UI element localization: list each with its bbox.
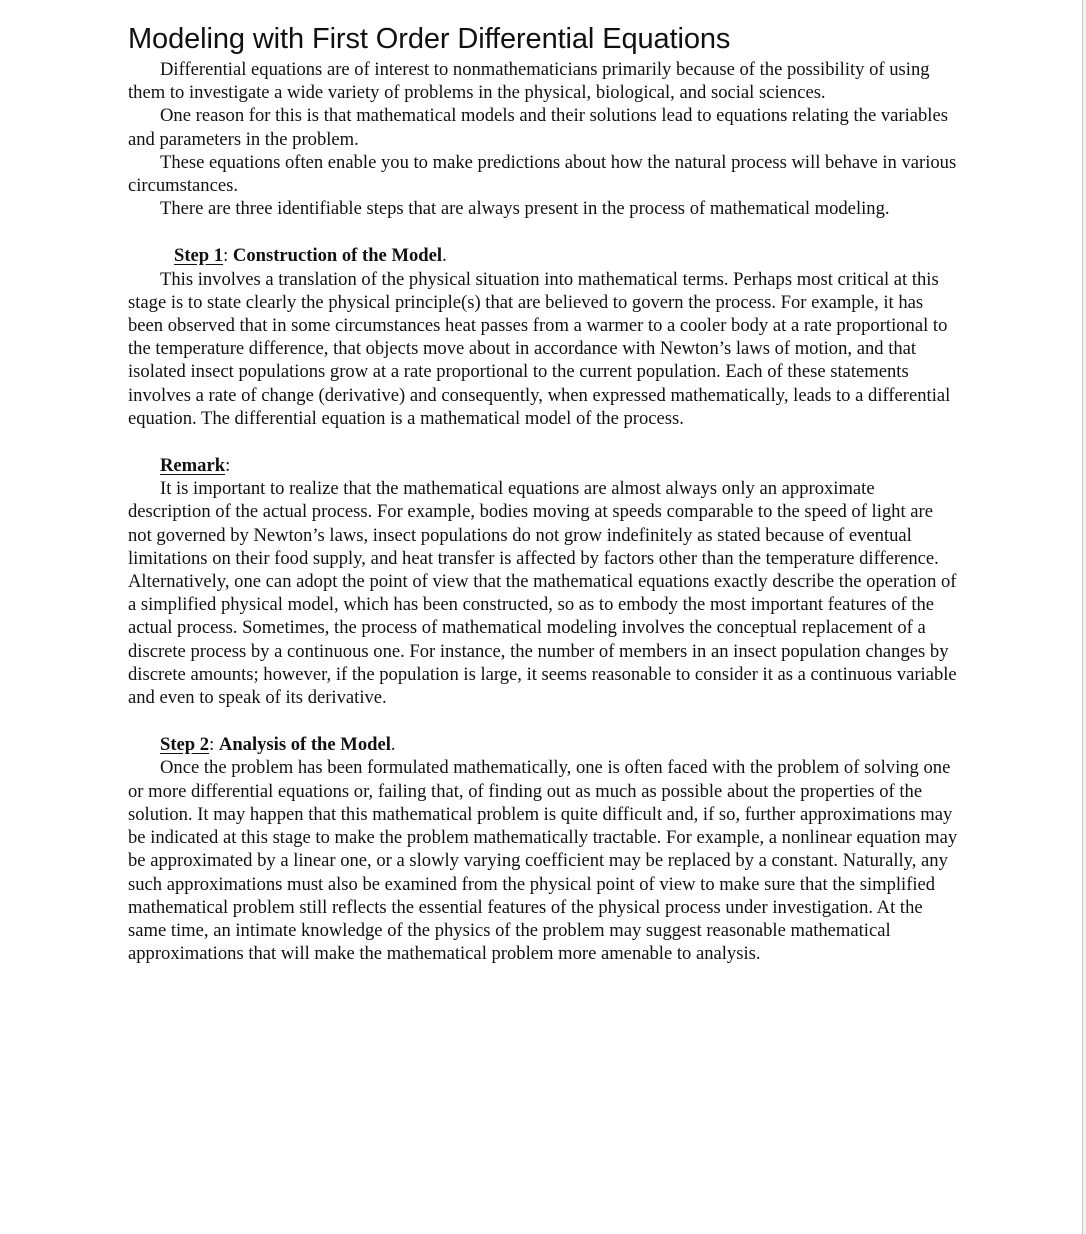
remark-separator: : bbox=[225, 455, 231, 477]
intro-paragraph-1: Differential equations are of interest to nonmathematicians primarily because of the possibility of using them to investigate a wide variety of problems in the physical, biological, and social sciences. bbox=[128, 59, 930, 104]
step2-paragraph: Once the problem has been formulated mathematically, one is often faced with the problem of solving one or more differential equations or, failing that, of finding out as much as possible about the properties of the solution. It may happen that this mathematical problem is quite difficult and, if so, further approximations may be indicated at this stage to make the problem mathematically tractable. For example, a nonlinear equation may be approximated by a linear one, or a slowly varying coefficient may be replaced by a constant. Naturally, any such approximations must also be examined from the physical point of view to make sure that the simplified mathematical problem still reflects the essential features of the physical process under investigation. At the same time, an intimate knowledge of the physics of the problem may suggest reasonable mathematical approximations that will make the mathematical problem more amenable to analysis. bbox=[128, 757, 958, 965]
step1-heading bbox=[128, 244, 960, 267]
intro-paragraph-4: There are three identifiable steps that are always present in the process of mathematical modeling. bbox=[160, 198, 890, 220]
step2-heading bbox=[128, 733, 960, 756]
section-gap bbox=[128, 220, 960, 244]
step1-separator: : bbox=[223, 245, 233, 267]
step2-label: Step 2 bbox=[160, 734, 210, 756]
step2-title: Analysis of the Model bbox=[218, 734, 391, 756]
step1-period: . bbox=[442, 245, 447, 267]
step1-label: Step 1 bbox=[174, 245, 224, 267]
document-title: Modeling with First Order Differential Equations bbox=[128, 23, 731, 55]
intro-paragraph-3: These equations often enable you to make predictions about how the natural process will behave in various circumstances. bbox=[128, 151, 957, 197]
remark-heading bbox=[128, 454, 960, 477]
step1-paragraph: This involves a translation of the physical situation into mathematical terms. Perhaps most critical at this stage is to state clearly the physical principle(s) that are believed to govern the process. For example, it has been observed that in some circumstances heat passes from a warmer to a cooler body at a rate proportional to the temperature difference, that objects move about in accordance with Newton’s laws of motion, and that isolated insect populations grow at a rate proportional to the current population. Each of these statements involves a rate of change (derivative) and consequently, when expressed mathematically, leads to a differential equation. The differential equation is a mathematical model of the process. bbox=[128, 268, 951, 429]
step2-period: . bbox=[390, 734, 396, 756]
step1-title: Construction of the Model bbox=[232, 245, 443, 267]
section-gap bbox=[128, 709, 960, 733]
document-content bbox=[128, 20, 960, 965]
remark-label: Remark bbox=[160, 455, 226, 477]
intro-paragraph-2: One reason for this is that mathematical models and their solutions lead to equations relating the variables and parameters in the problem. bbox=[128, 105, 948, 150]
remark-paragraph: It is important to realize that the mathematical equations are almost always only an approximate description of the actual process. For example, bodies moving at speeds comparable to the speed of light are not governed by Newton’s laws, insect populations do not grow indefinitely as stated because of eventual limitations on their food supply, and heat transfer is affected by factors other than the temperature difference. Alternatively, one can adopt the point of view that the mathematical equations exactly describe the operation of a simplified physical model, which has been constructed, so as to embody the most important features of the actual process. Sometimes, the process of mathematical modeling involves the conceptual replacement of a discrete process by a continuous one. For instance, the number of members in an insect population changes by discrete amounts; however, if the population is large, it seems reasonable to consider it as a continuous variable and even to speak of its derivative. bbox=[128, 478, 957, 709]
step2-separator: : bbox=[209, 734, 219, 756]
section-gap bbox=[128, 430, 960, 454]
